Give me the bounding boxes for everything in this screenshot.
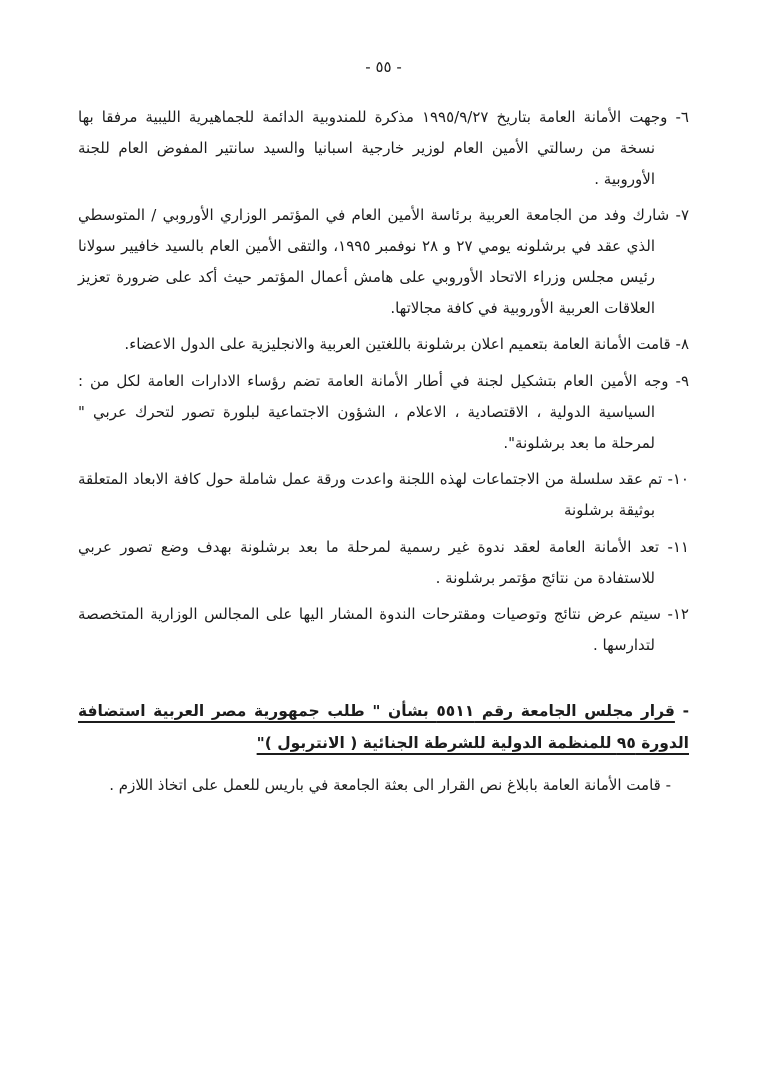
item-number: ٨- <box>675 335 689 354</box>
resolution-title-text: قرار مجلس الجامعة رقم ٥٥١١ بشأن " طلب جمهورية مصر العربية استضافة الدورة ٩٥ للمنظمة الدولية للشرطة الجنائية ( الانتربول )" <box>78 701 689 753</box>
list-item <box>78 200 689 323</box>
item-text: وجهت الأمانة العامة بتاريخ ١٩٩٥/٩/٢٧ مذكرة للمندوبية الدائمة للجماهيرية الليبية مرفقا بها نسخة من رسالتي الأمين العام لوزير خارجية اسبانيا والسيد سانتير المفوض العام للجنة الأوروبية . <box>78 108 668 188</box>
item-text: سيتم عرض نتائج وتوصيات ومقترحات الندوة المشار اليها على المجالس الوزارية المتخصصة لتدارسها . <box>78 605 661 654</box>
item-number: ٩- <box>675 372 689 390</box>
item-number: ٦- <box>675 108 689 126</box>
numbered-list <box>78 102 689 661</box>
item-text: تم عقد سلسلة من الاجتماعات لهذه اللجنة واعدت ورقة عمل شاملة حول كافة الابعاد المتعلقة بوثيقة برشلونة <box>78 470 663 519</box>
item-text: شارك وفد من الجامعة العربية برئاسة الأمين العام في المؤتمر الوزاري الأوروبي / المتوسطي الذي عقد في برشلونه يومي ٢٧ و ٢٨ نوفمبر ١٩٩٥، والتقى الأمين العام بالسيد خافيير سولانا رئيس مجلس وزراء الاتحاد الأوروبي على هامش أعمال المؤتمر حيث أكد على ضرورة تعزيز العلاقات العربية الأوروبية في كافة مجالاتها. <box>78 206 670 317</box>
list-item <box>78 102 689 194</box>
page-number: - ٥٥ - <box>365 58 402 76</box>
item-number: ١١- <box>667 537 689 556</box>
item-text: وجه الأمين العام بتشكيل لجنة في أطار الأمانة العامة تضم رؤساء الادارات العامة لكل من : السياسية الدولية ، الاقتصادية ، الاعلام ، الشؤون الاجتماعية لبلورة تصور لتحرك عربي " لمرحلة ما بعد برشلونة". <box>78 372 669 452</box>
list-item <box>78 464 689 526</box>
item-number: ١٢- <box>667 605 689 624</box>
list-item <box>78 366 689 458</box>
item-text: قامت الأمانة العامة بتعميم اعلان برشلونة باللغتين العربية والانجليزية على الدول الاعضاء. <box>124 335 671 354</box>
item-number: ٧- <box>675 206 689 225</box>
item-text: تعد الأمانة العامة لعقد ندوة غير رسمية لمرحلة ما بعد برشلونة بهدف وضع تصور عربي للاستفادة من نتائج مؤتمر برشلونة . <box>78 537 660 587</box>
resolution-dash: - <box>682 701 689 720</box>
resolution-section <box>78 695 689 801</box>
list-item <box>78 599 689 661</box>
list-item <box>78 329 689 360</box>
list-item <box>78 532 689 594</box>
resolution-body: - قامت الأمانة العامة بابلاغ نص القرار الى بعثة الجامعة في باريس للعمل على اتخاذ اللازم . <box>109 775 671 794</box>
item-number: ١٠- <box>667 470 689 489</box>
resolution-title <box>78 695 689 760</box>
